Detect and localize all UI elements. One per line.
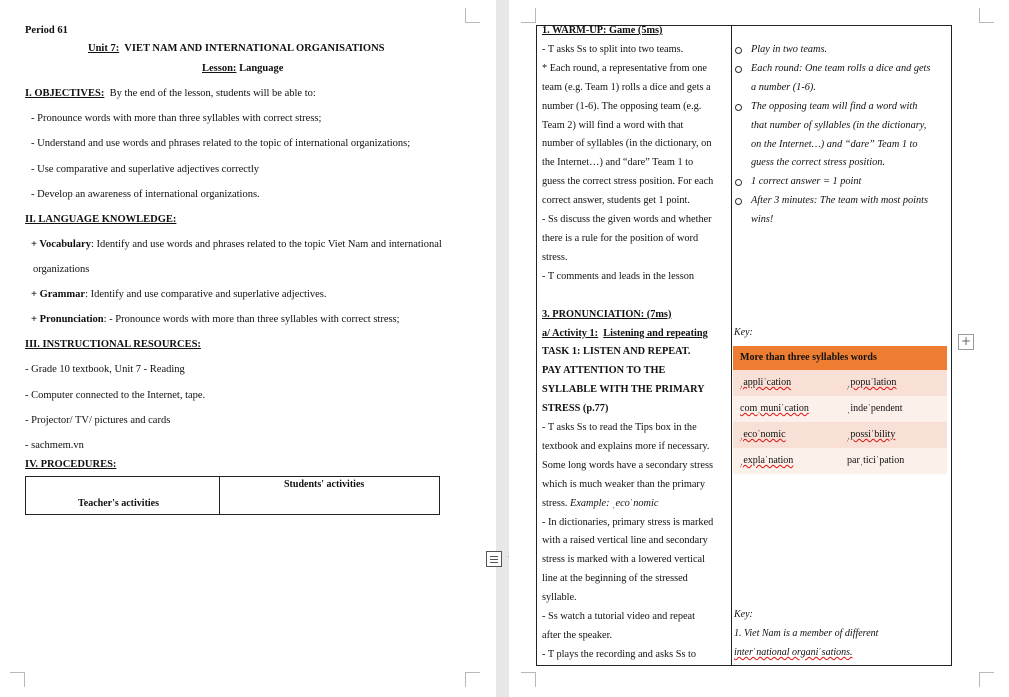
period-label: Period 61 — [25, 25, 68, 36]
procedures-table — [25, 476, 440, 515]
crop-mark — [10, 672, 25, 687]
lesson-label: Lesson: — [202, 63, 237, 74]
pron-line: Some long words have a secondary stress — [542, 459, 714, 471]
warmup-student-line: wins! — [751, 214, 774, 226]
resource-item: - Projector/ TV/ pictures and cards — [25, 415, 171, 426]
procedures-heading: IV. PROCEDURES: — [25, 459, 117, 470]
key2-line: interˈnational organiˈsations. — [734, 647, 853, 658]
crop-mark — [521, 8, 536, 23]
resource-item: - Computer connected to the Internet, tape. — [25, 390, 206, 401]
warmup-line: number of syllables (in the dictionary, on — [542, 138, 712, 150]
warmup-student-line: After 3 minutes: The team with most points — [734, 192, 949, 211]
warmup-heading: 1. WARM-UP: Game (5ms) — [542, 25, 663, 36]
warmup-line: Team 2) will find a word with that — [542, 119, 684, 131]
pronunciation-line — [31, 313, 400, 326]
pron-line: after the speaker. — [542, 630, 613, 641]
warmup-student-line: guess the correct stress position. — [751, 157, 885, 169]
warmup-line: the Internet…) and “dare” Team 1 to — [542, 157, 694, 169]
syllable-word: ˌpopuˈlation — [847, 377, 897, 388]
warmup-student-line: 1 correct answer = 1 point — [734, 173, 949, 192]
add-row-button[interactable]: + — [958, 334, 974, 350]
vocabulary-text: : Identify and use words and phrases related to the topic Viet Nam and international — [90, 239, 442, 250]
objectives-intro: By the end of the lesson, students will be able to: — [109, 88, 316, 99]
crop-mark — [465, 8, 480, 23]
students-activities-header: Students' activities — [284, 479, 365, 490]
syllable-words-table — [733, 346, 947, 474]
pron-line: with a raised vertical line and secondary — [542, 535, 708, 547]
objectives-heading: I. OBJECTIVES: — [25, 88, 105, 99]
warmup-line: number (1-6). The opposing team (e.g. — [542, 100, 702, 112]
warmup-line: - T comments and leads in the lesson — [542, 270, 695, 282]
grammar-text: : Identify and use comparative and superlative adjectives. — [85, 289, 327, 300]
pron-line: - T plays the recording and asks Ss to — [542, 648, 697, 660]
task-line: SYLLABLE WITH THE PRIMARY — [542, 384, 705, 396]
syllable-table-header: More than three syllables words — [733, 346, 947, 370]
unit-title: VIET NAM AND INTERNATIONAL ORGANISATIONS — [124, 43, 385, 54]
key2-label: Key: — [734, 609, 753, 620]
warmup-student-line: Each round: One team rolls a dice and gets — [734, 60, 949, 79]
objectives-line — [25, 87, 316, 100]
activity-title: Listening and repeating — [603, 327, 708, 339]
table-row — [733, 422, 947, 448]
objective-item: - Understand and use words and phrases related to the topic of international organizations; — [31, 138, 411, 149]
grammar-line — [31, 288, 327, 301]
table-row — [733, 396, 947, 422]
warmup-student-line: that number of syllables (in the dictionary, — [751, 119, 927, 131]
pron-line: textbook and explains more if necessary. — [542, 440, 710, 452]
pron-line: line at the beginning of the stressed — [542, 573, 688, 585]
pron-line: - T asks Ss to read the Tips box in the — [542, 422, 697, 434]
resources-heading: III. INSTRUCTIONAL RESOURCES: — [25, 339, 201, 350]
pron-line: which is much weaker than the primary — [542, 478, 705, 490]
table-row — [733, 448, 947, 474]
warmup-student-line: a number (1-6). — [751, 81, 816, 93]
crop-mark — [979, 8, 994, 23]
syllable-word: ˌappliˈcation — [740, 377, 792, 388]
teacher-column — [542, 22, 730, 665]
key2-line: 1. Viet Nam is a member of different — [734, 628, 879, 639]
key-label: Key: — [734, 327, 753, 338]
vocabulary-line — [31, 238, 442, 251]
grammar-label: + Grammar — [31, 289, 86, 300]
resource-item: - sachmem.vn — [25, 440, 84, 451]
crop-mark — [521, 672, 536, 687]
pron-line: stress is marked with a lowered vertical — [542, 554, 705, 566]
language-heading: II. LANGUAGE KNOWLEDGE: — [25, 214, 177, 225]
warmup-student-line: on the Internet…) and “dare” Team 1 to — [751, 138, 918, 150]
lesson-name: Language — [239, 63, 284, 74]
objective-item: - Use comparative and superlative adjectives correctly — [31, 164, 259, 175]
pron-line: - Ss watch a tutorial video and repeat — [542, 611, 695, 623]
syllable-word: comˌmuniˈcation — [740, 403, 809, 414]
crop-mark — [979, 672, 994, 687]
pronunciation-label: + Pronunciation — [31, 314, 104, 325]
example-label: Example: — [570, 497, 610, 509]
pron-line: - In dictionaries, primary stress is marked — [542, 516, 714, 528]
syllable-rows — [733, 370, 947, 474]
warmup-line: - T asks Ss to split into two teams. — [542, 43, 684, 55]
warmup-student-line: The opposing team will find a word with — [734, 98, 949, 117]
task-line: STRESS (p.77) — [542, 403, 609, 415]
activity-label: a/ Activity 1: — [542, 327, 599, 339]
warmup-line: guess the correct stress position. For each — [542, 176, 714, 188]
warmup-line: team (e.g. Team 1) rolls a dice and gets a — [542, 81, 711, 93]
warmup-line: * Each round, a representative from one — [542, 62, 707, 74]
objective-item: - Pronounce words with more than three syllables with correct stress; — [31, 113, 322, 124]
teacher-activities-header: Teacher's activities — [78, 498, 160, 509]
task-line: TASK 1: LISTEN AND REPEAT. — [542, 346, 691, 358]
table-divider — [219, 477, 220, 514]
task-line: PAY ATTENTION TO THE — [542, 365, 666, 377]
table-divider — [731, 26, 732, 665]
pron-line: stress. — [542, 497, 568, 509]
vocabulary-text-cont: organizations — [33, 264, 90, 275]
objective-item: - Develop an awareness of international organizations. — [31, 189, 260, 200]
table-row — [733, 370, 947, 396]
left-page — [0, 0, 496, 697]
lesson-heading — [202, 62, 283, 75]
syllable-word: ˌindeˈpendent — [847, 403, 903, 414]
warmup-student-line: Play in two teams. — [734, 41, 949, 60]
syllable-word: ˌpossiˈbility — [847, 429, 896, 440]
students-column — [734, 41, 949, 230]
crop-mark — [465, 672, 480, 687]
warmup-line: - Ss discuss the given words and whether — [542, 214, 712, 226]
example-word: ˌecoˈnomic — [612, 497, 659, 509]
pron-line: syllable. — [542, 592, 577, 604]
syllable-word: parˌticiˈpation — [847, 455, 905, 466]
warmup-line: there is a rule for the position of word — [542, 232, 699, 244]
vocabulary-label: + Vocabulary — [31, 239, 91, 250]
unit-label: Unit 7: — [88, 43, 120, 54]
pronunciation-heading: 3. PRONUNCIATION: (7ms) — [542, 308, 672, 320]
syllable-word: ˌexplaˈnation — [740, 455, 794, 466]
unit-heading — [88, 42, 385, 55]
layout-options-icon[interactable] — [486, 551, 502, 567]
warmup-line: correct answer, students get 1 point. — [542, 195, 690, 207]
warmup-line: stress. — [542, 251, 568, 263]
syllable-word: ˌecoˈnomic — [740, 429, 786, 440]
pron-example-line — [542, 495, 730, 514]
activity-line — [542, 325, 730, 344]
resource-item: - Grade 10 textbook, Unit 7 - Reading — [25, 364, 185, 375]
pronunciation-text: : - Pronounce words with more than three syllables with correct stress; — [103, 314, 400, 325]
